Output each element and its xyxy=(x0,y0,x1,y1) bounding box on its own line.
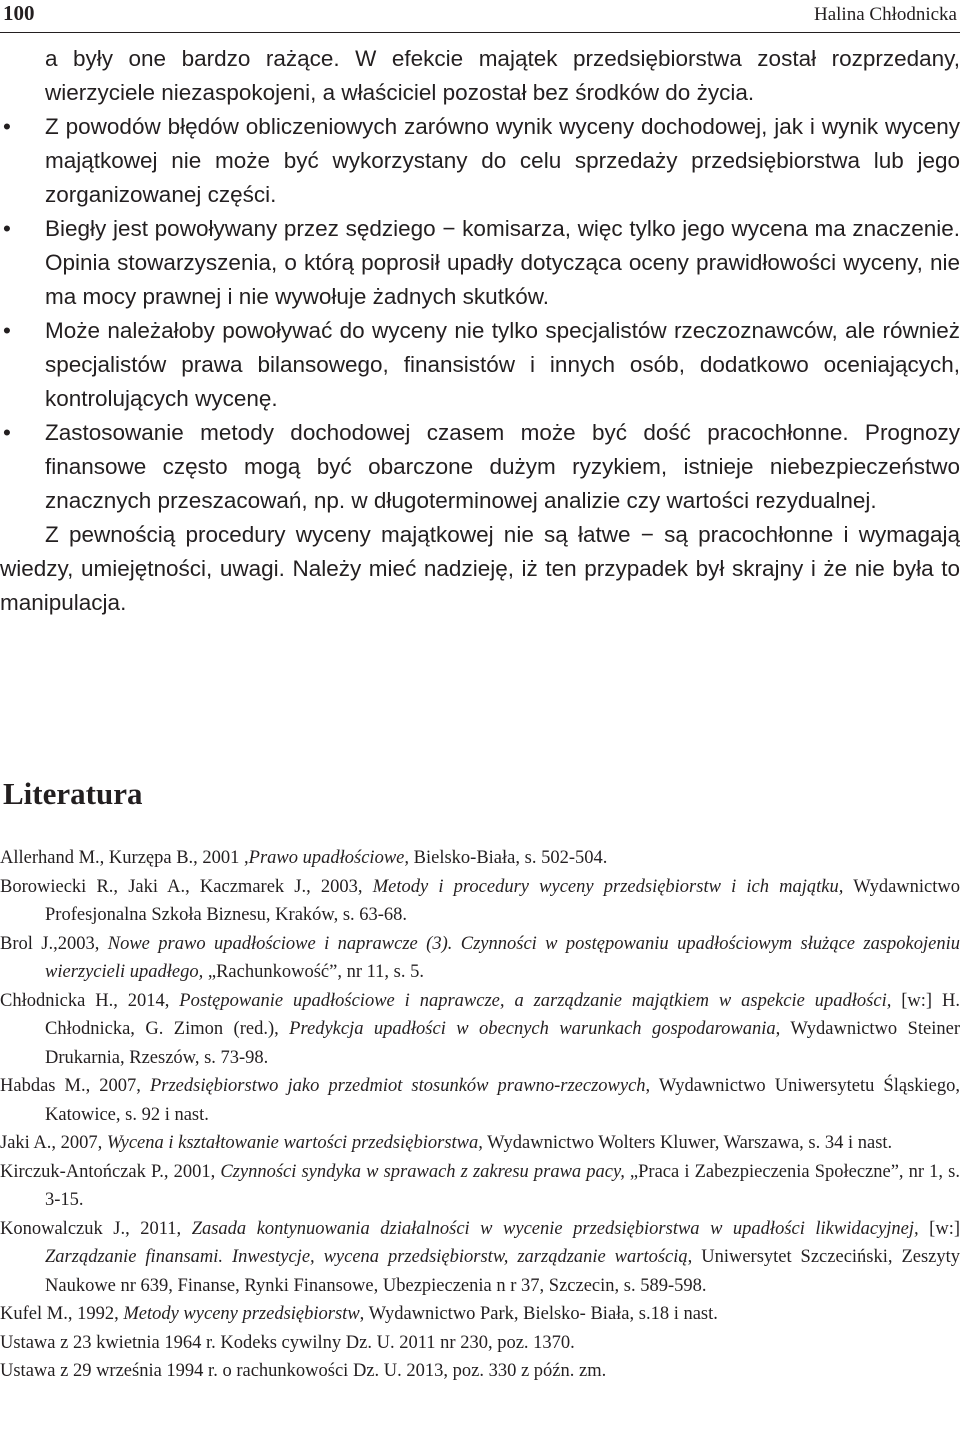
bullet-item xyxy=(0,212,960,314)
body-text xyxy=(0,42,960,620)
bullet-item xyxy=(0,110,960,212)
literature-heading: Literatura xyxy=(3,776,143,811)
ref-title: Czynności syndyka w sprawach z zakresu prawa pacy, xyxy=(220,1161,625,1182)
ref-publisher: , Wydawnictwo Steiner Drukarnia, Rzeszów, s. 73-98. xyxy=(45,1019,960,1068)
ref-publisher: „Praca i Zabezpieczenia Społeczne”, nr 1, s. 3-15. xyxy=(45,1161,960,1210)
ref-editors: [w:] H. Chłodnicka, G. Zimon (red.), xyxy=(45,990,960,1039)
ref-title: Zasada kontynuowania działalności w wycenie przedsiębiorstwa w upadłości likwidacyjnej, xyxy=(191,1218,919,1239)
ref-title: Metody wyceny przedsiębiorstw xyxy=(123,1304,360,1324)
bullet-item xyxy=(0,416,960,518)
reference-item xyxy=(0,1129,960,1158)
ref-publisher: Wydawnictwo Wolters Kluwer, Warszawa, s. 34 i nast. xyxy=(482,1133,893,1153)
ref-authors: Chłodnicka H., 2014, xyxy=(0,990,180,1011)
bullet-marker: • xyxy=(3,420,11,445)
bullet-marker: • xyxy=(3,318,11,343)
ref-authors: Kufel M., 1992, xyxy=(0,1304,124,1324)
reference-item xyxy=(0,1072,960,1129)
bullet-marker: • xyxy=(3,216,11,241)
ref-authors: Jaki A., 2007, xyxy=(0,1133,107,1153)
bullet-item xyxy=(0,314,960,416)
ref-authors: Brol J.,2003, xyxy=(0,933,108,954)
reference-item xyxy=(0,844,960,873)
reference-item xyxy=(0,1158,960,1215)
reference-list xyxy=(0,844,960,1386)
ref-title: Postępowanie upadłościowe i naprawcze, a zarządzanie majątkiem w aspekcie upadłości, xyxy=(179,990,892,1011)
ref-publisher: , Wydawnictwo Park, Bielsko- Biała, s.18 i nast. xyxy=(359,1304,718,1324)
bullet-text: Z powodów błędów obliczeniowych zarówno wynik wyceny dochodowej, jak i wynik wyceny majątkowej nie może być wykorzystany do celu sprzedaży przedsiębiorstwa lub jego zorganizowanej części. xyxy=(45,114,960,207)
reference-item xyxy=(0,1329,960,1358)
page-header xyxy=(0,0,960,33)
reference-item xyxy=(0,1215,960,1301)
bullet-marker: • xyxy=(3,114,11,139)
ref-publisher: „Rachunkowość”, nr 11, s. 5. xyxy=(203,962,425,982)
ref-title: Prawo upadłościowe, xyxy=(248,848,410,868)
page-number: 100 xyxy=(3,1,35,25)
ref-authors: Borowiecki R., Jaki A., Kaczmarek J., 2003, xyxy=(0,876,373,897)
ref-authors: Allerhand M., Kurzępa B., 2001 , xyxy=(0,848,249,868)
ref-publisher: Wydawnictwo Profesjonalna Szkoła Biznesu, Kraków, s. 63-68. xyxy=(45,876,960,925)
ref-publisher: , Uniwersytet Szczeciński, Zeszyty Naukowe nr 639, Finanse, Rynki Finansowe, Ubezpieczenia n r 37, Szczecin, s. 589-598. xyxy=(45,1247,960,1296)
ref-book-title: Predykcja upadłości w obecnych warunkach gospodarowania xyxy=(289,1019,776,1039)
ref-title: Metody i procedury wyceny przedsiębiorstw i ich majątku, xyxy=(372,876,844,897)
ref-authors: Konowalczuk J., 2011, xyxy=(0,1218,192,1239)
bullet-list xyxy=(0,110,960,518)
reference-item xyxy=(0,1300,960,1329)
ref-authors: Kirczuk-Antończak P., 2001, xyxy=(0,1161,221,1182)
ref-authors: Habdas M., 2007, xyxy=(0,1076,150,1096)
running-head-author: Halina Chłodnicka xyxy=(814,4,957,25)
ref-book-title: Zarządzanie finansami. Inwestycje, wycena przedsiębiorstw, zarządzanie wartością xyxy=(45,1247,688,1267)
reference-item xyxy=(0,987,960,1073)
ref-title: Nowe prawo upadłościowe i naprawcze (3). Czynności w postępowaniu upadłościowym służące zaspokojeniu wierzycieli upadłego, xyxy=(45,933,960,982)
intro-paragraph: a były one bardzo rażące. W efekcie majątek przedsiębiorstwa został rozprzedany, wierzyciele niezaspokojeni, a właściciel pozostał bez środków do życia. xyxy=(45,46,960,105)
reference-item xyxy=(0,1357,960,1386)
ref-editors: [w:] xyxy=(918,1218,960,1239)
ref-text: Ustawa z 23 kwietnia 1964 r. Kodeks cywilny Dz. U. 2011 nr 230, poz. 1370. xyxy=(0,1332,575,1353)
ref-publisher: Bielsko-Biała, s. 502-504. xyxy=(409,848,608,868)
ref-title: Wycena i kształtowanie wartości przedsiębiorstwa, xyxy=(106,1133,483,1153)
bullet-text: Może należałoby powoływać do wyceny nie tylko specjalistów rzeczoznawców, ale również specjalistów prawa bilansowego, finansistów i innych osób, dodatkowo oceniających, kontrolujących wycenę. xyxy=(45,318,960,411)
bullet-text: Zastosowanie metody dochodowej czasem może być dość pracochłonne. Prognozy finansowe często mogą być obarczone dużym ryzykiem, istnieje niebezpieczeństwo znacznych przeszacowań, np. w długoterminowej analizie czy wartości rezydualnej. xyxy=(45,420,960,513)
ref-publisher: , Wydawnictwo Uniwersytetu Śląskiego, Katowice, s. 92 i nast. xyxy=(45,1076,960,1125)
bullet-text: Biegły jest powoływany przez sędziego − komisarza, więc tylko jego wycena ma znaczenie. Opinia stowarzyszenia, o którą poprosił upadły dotycząca oceny prawidłowości wyceny, nie ma mocy prawnej i nie wywołuje żadnych skutków. xyxy=(45,216,960,309)
reference-item xyxy=(0,873,960,930)
ref-text: Ustawa z 29 września 1994 r. o rachunkowości Dz. U. 2013, poz. 330 z późn. zm. xyxy=(0,1361,607,1381)
reference-item xyxy=(0,930,960,987)
ref-title: Przedsiębiorstwo jako przedmiot stosunków prawno-rzeczowych xyxy=(149,1076,646,1096)
closing-paragraph: Z pewnością procedury wyceny majątkowej nie są łatwe − są pracochłonne i wymagają wiedzy, umiejętności, uwagi. Należy mieć nadzieję, iż ten przypadek był skrajny i że nie była to manipulacja. xyxy=(0,522,960,615)
